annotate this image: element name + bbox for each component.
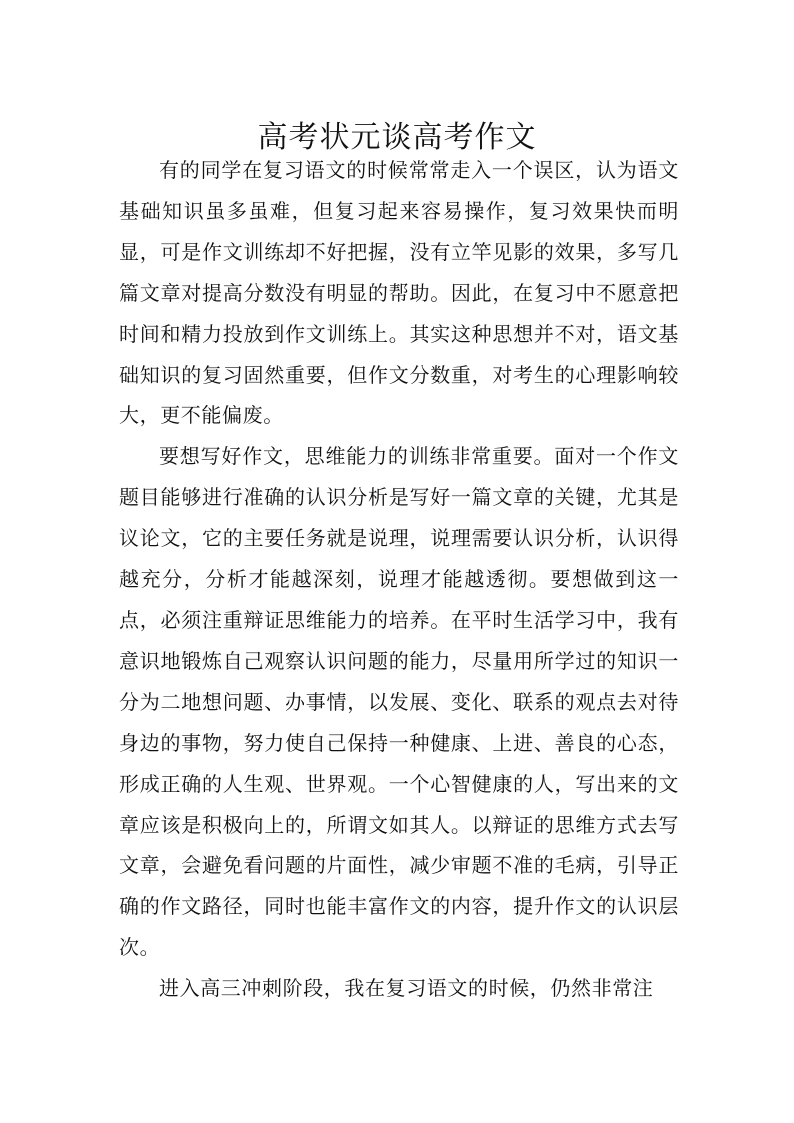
document-body: [119, 150, 679, 1009]
paragraph-1: 有的同学在复习语文的时候常常走入一个误区，认为语文基础知识虽多虽难，但复习起来容易操作，复习效果快而明显，可是作文训练却不好把握，没有立竿见影的效果，多写几篇文章对提高分数没有明显的帮助。因此，在复习中不愿意把时间和精力投放到作文训练上。其实这种思想并不对，语文基础知识的复习固然重要，但作文分数重，对考生的心理影响较大，更不能偏废。: [119, 158, 679, 428]
document-title: 高考状元谈高考作文: [257, 120, 537, 156]
paragraph-3: 进入高三冲刺阶段，我在复习语文的时候，仍然非常注: [159, 976, 654, 1001]
paragraph-2: 要想写好作文，思维能力的训练非常重要。面对一个作文题目能够进行准确的认识分析是写好一篇文章的关键，尤其是议论文，它的主要任务就是说理，说理需要认识分析，认识得越充分，分析才能越深刻，说理才能越透彻。要想做到这一点，必须注重辩证思维能力的培养。在平时生活学习中，我有意识地锻炼自己观察认识问题的能力，尽量用所学过的知识一分为二地想问题、办事情，以发展、变化、联系的观点去对待身边的事物，努力使自己保持一种健康、上进、善良的心态，形成正确的人生观、世界观。一个心智健康的人，写出来的文章应该是积极向上的，所谓文如其人。以辩证的思维方式去写文章，会避免看问题的片面性，减少审题不准的毛病，引导正确的作文路径，同时也能丰富作文的内容，提升作文的认识层次。: [119, 444, 679, 960]
